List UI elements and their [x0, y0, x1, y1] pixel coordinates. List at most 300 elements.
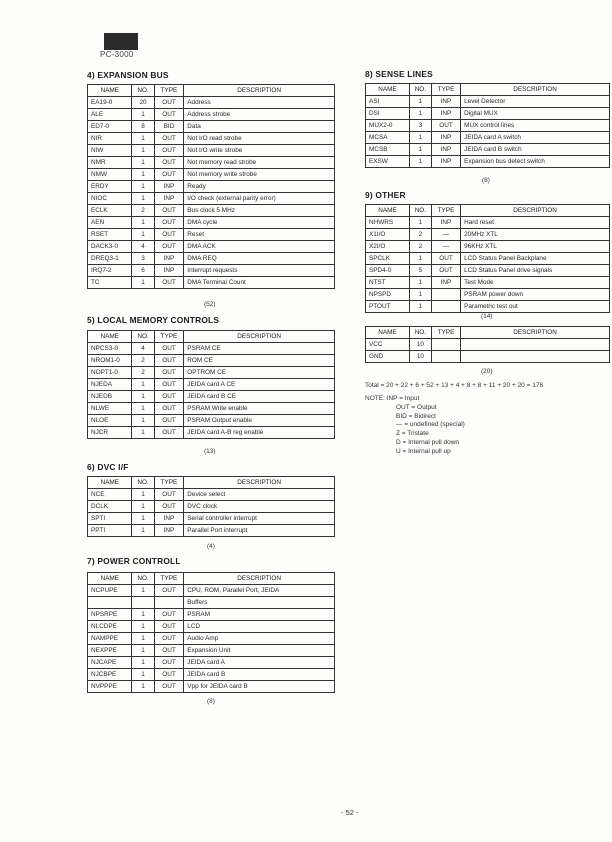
signal-name: DREQ3-1	[88, 253, 132, 265]
signal-count: 1	[132, 657, 154, 669]
signal-count: 3	[409, 120, 431, 132]
signal-count: 1	[409, 156, 431, 168]
table-row	[88, 229, 335, 241]
table-row	[88, 525, 335, 537]
signal-description	[461, 339, 610, 351]
signal-description: PSRAM Write enable	[184, 403, 335, 415]
signal-count: 1	[132, 513, 154, 525]
signal-description: Interrupt requests	[184, 265, 335, 277]
signal-count: 1	[132, 489, 154, 501]
section-title: 8) SENSE LINES	[365, 69, 433, 79]
signal-type: OUT	[154, 681, 184, 693]
signal-name: NJCAPE	[88, 657, 132, 669]
signal-type: OUT	[154, 157, 184, 169]
signal-count: 1	[132, 145, 154, 157]
table-row	[366, 241, 610, 253]
table-row	[88, 109, 335, 121]
table-row	[366, 289, 610, 301]
signal-type: INP	[431, 277, 460, 289]
power-pins-table	[365, 326, 610, 363]
table-header	[88, 85, 335, 97]
signal-type: OUT	[154, 403, 184, 415]
signal-name: NEXPPE	[88, 645, 132, 657]
column-header: DESCRIPTION	[184, 331, 335, 343]
table-header	[88, 331, 335, 343]
signal-name: X1I/O	[366, 229, 410, 241]
signal-description: Buffers	[184, 597, 335, 609]
signal-type: OUT	[154, 633, 184, 645]
table-row	[88, 355, 335, 367]
signal-name: EXSW	[366, 156, 410, 168]
signal-description: JEIDA card A-B reg enable	[184, 427, 335, 439]
signal-type: INP	[431, 144, 460, 156]
section-count: (20)	[481, 368, 493, 375]
signal-type: OUT	[154, 657, 184, 669]
signal-type: INP	[431, 96, 460, 108]
signal-name: NTST	[366, 277, 410, 289]
column-header: NO.	[409, 205, 431, 217]
signal-name: TC	[88, 277, 132, 289]
signal-type: OUT	[431, 253, 460, 265]
signal-name: SPTI	[88, 513, 132, 525]
signal-type: OUT	[154, 355, 184, 367]
signal-count: 1	[132, 645, 154, 657]
column-header: TYPE	[154, 477, 184, 489]
signal-type: OUT	[154, 217, 184, 229]
signal-name: NPCS3-0	[88, 343, 132, 355]
column-header: DESCRIPTION	[184, 85, 335, 97]
column-header: NAME	[88, 477, 132, 489]
column-header: NO.	[409, 84, 431, 96]
table-row	[88, 379, 335, 391]
signal-description: Vpp for JEIDA card B	[184, 681, 335, 693]
table-row	[366, 339, 610, 351]
signal-count: 10	[409, 339, 431, 351]
signal-name: MUX2-0	[366, 120, 410, 132]
signal-name: NPSRPE	[88, 609, 132, 621]
signal-count: 6	[132, 265, 154, 277]
signal-count: 1	[132, 669, 154, 681]
signal-count: 1	[409, 301, 431, 313]
signal-type: OUT	[154, 169, 184, 181]
signal-type	[431, 339, 460, 351]
column-header: NO.	[132, 477, 154, 489]
signal-name: NCE	[88, 489, 132, 501]
table-row	[366, 120, 610, 132]
notes	[365, 395, 465, 457]
column-header: NAME	[88, 85, 132, 97]
table-row	[366, 144, 610, 156]
signal-description: JEIDA card A switch	[461, 132, 610, 144]
signal-description: ROM CE	[184, 355, 335, 367]
section-count: (4)	[207, 543, 215, 550]
table-row	[88, 621, 335, 633]
table-row	[88, 133, 335, 145]
signal-type: INP	[154, 181, 184, 193]
table-row	[366, 156, 610, 168]
table-row	[366, 253, 610, 265]
signal-description: Parametric test out	[461, 301, 610, 313]
signal-description: Not I/O read strobe	[184, 133, 335, 145]
signal-name: PPTI	[88, 525, 132, 537]
signal-description: PSRAM Output enable	[184, 415, 335, 427]
signal-type: INP	[154, 265, 184, 277]
signal-count: 1	[132, 277, 154, 289]
total-line: Total = 20 + 22 + 6 + 52 + 13 + 4 + 8 + 8 + 11 + 20 + 20 = 176	[365, 382, 544, 389]
table-row	[88, 597, 335, 609]
signal-name: ALE	[88, 109, 132, 121]
signal-count: 1	[132, 229, 154, 241]
signal-count: 1	[409, 132, 431, 144]
signal-description: MUX control lines	[461, 120, 610, 132]
signal-description: Level Detector	[461, 96, 610, 108]
signal-type	[431, 289, 460, 301]
signal-count: 10	[409, 351, 431, 363]
signal-count: 2	[132, 355, 154, 367]
table-header	[366, 327, 610, 339]
signal-description: DVC clock	[184, 501, 335, 513]
signal-description: I/O check (external parity error)	[184, 193, 335, 205]
table-row	[88, 489, 335, 501]
signal-name: NROM1-0	[88, 355, 132, 367]
signal-count: 1	[132, 217, 154, 229]
signal-type: BID	[154, 121, 184, 133]
signal-name: SPCLK	[366, 253, 410, 265]
signal-count: 1	[132, 501, 154, 513]
column-header: NAME	[88, 331, 132, 343]
signal-type: OUT	[154, 621, 184, 633]
signal-count: 4	[132, 343, 154, 355]
table-row	[88, 97, 335, 109]
signal-description: 20MHz XTL	[461, 229, 610, 241]
table-row	[88, 501, 335, 513]
column-header: NO.	[409, 327, 431, 339]
note-line: U = Internal pull up	[396, 447, 451, 455]
signal-description: JEIDA card B	[184, 669, 335, 681]
signal-description: Data	[184, 121, 335, 133]
sense-lines-table	[365, 83, 610, 168]
signal-name: NJCBPE	[88, 669, 132, 681]
table-row	[366, 265, 610, 277]
signal-count: 1	[409, 217, 431, 229]
signal-count: 4	[132, 241, 154, 253]
signal-description: Bus clock 5 MHz	[184, 205, 335, 217]
signal-name: IRQ7-2	[88, 265, 132, 277]
signal-description: Digital MUX	[461, 108, 610, 120]
table-row	[88, 657, 335, 669]
signal-description: PSRAM	[184, 609, 335, 621]
column-header: NAME	[366, 84, 410, 96]
signal-name: X2I/O	[366, 241, 410, 253]
table-row	[366, 96, 610, 108]
table-row	[88, 645, 335, 657]
signal-type: INP	[154, 513, 184, 525]
table-header	[366, 84, 610, 96]
signal-type: INP	[431, 108, 460, 120]
signal-type: OUT	[154, 645, 184, 657]
signal-count: 1	[409, 96, 431, 108]
column-header: TYPE	[154, 573, 184, 585]
signal-type: OUT	[154, 585, 184, 597]
page-number: - 52 -	[341, 808, 359, 817]
signal-count: 1	[132, 621, 154, 633]
signal-name: EA19-0	[88, 97, 132, 109]
signal-description: Address	[184, 97, 335, 109]
signal-name: NMW	[88, 169, 132, 181]
signal-count: 2	[409, 241, 431, 253]
section-title: 9) OTHER	[365, 190, 406, 200]
signal-description: Parallel Port interrupt	[184, 525, 335, 537]
signal-name: NIR	[88, 133, 132, 145]
column-header: DESCRIPTION	[184, 477, 335, 489]
section-title: 5) LOCAL MEMORY CONTROLS	[87, 315, 220, 325]
table-row	[88, 157, 335, 169]
table-row	[88, 121, 335, 133]
local-memory-table	[87, 330, 335, 439]
table-row	[88, 585, 335, 597]
signal-count: 3	[132, 253, 154, 265]
section-count: (52)	[204, 301, 216, 308]
signal-description: PSRAM power down	[461, 289, 610, 301]
table-header	[366, 205, 610, 217]
expansion-bus-table	[87, 84, 335, 289]
table-header	[88, 477, 335, 489]
table-row	[88, 427, 335, 439]
signal-count: 2	[132, 367, 154, 379]
signal-type: INP	[154, 253, 184, 265]
section-title: 7) POWER CONTROLL	[87, 556, 181, 566]
signal-type: OUT	[154, 391, 184, 403]
signal-description: JEIDA card A	[184, 657, 335, 669]
signal-type: OUT	[154, 343, 184, 355]
column-header: DESCRIPTION	[461, 205, 610, 217]
signal-type: OUT	[154, 669, 184, 681]
signal-type: INP	[431, 217, 460, 229]
column-header: NO.	[132, 331, 154, 343]
signal-description: Not memory write strobe	[184, 169, 335, 181]
signal-type: OUT	[154, 145, 184, 157]
signal-description: DMA cycle	[184, 217, 335, 229]
column-header: TYPE	[431, 327, 460, 339]
table-row	[88, 145, 335, 157]
signal-type: INP	[154, 525, 184, 537]
signal-name	[88, 597, 132, 609]
signal-count: 1	[132, 157, 154, 169]
signal-type: OUT	[154, 609, 184, 621]
signal-count: 1	[409, 289, 431, 301]
note-line: — = undefined (special)	[396, 421, 465, 429]
section-count: (8)	[482, 177, 490, 184]
column-header: NO.	[132, 85, 154, 97]
signal-count: 1	[409, 253, 431, 265]
signal-name: NAMPPE	[88, 633, 132, 645]
signal-type	[154, 597, 184, 609]
signal-type: OUT	[154, 277, 184, 289]
signal-count: 1	[132, 403, 154, 415]
signal-name: NIW	[88, 145, 132, 157]
table-row	[88, 253, 335, 265]
column-header: TYPE	[431, 84, 460, 96]
table-row	[366, 277, 610, 289]
signal-name: NJEDB	[88, 391, 132, 403]
table-row	[88, 681, 335, 693]
signal-description: JEIDA card B CE	[184, 391, 335, 403]
signal-count: 1	[132, 169, 154, 181]
section-title: 6) DVC I/F	[87, 462, 129, 472]
signal-description: Audio Amp	[184, 633, 335, 645]
signal-name: NJEDA	[88, 379, 132, 391]
signal-count: 8	[132, 121, 154, 133]
signal-name: MCSA	[366, 132, 410, 144]
column-header: NAME	[366, 205, 410, 217]
signal-description: CPU, ROM, Parallel Port, JEIDA	[184, 585, 335, 597]
header-mark	[104, 33, 138, 50]
signal-type: —	[431, 229, 460, 241]
signal-name: DCLK	[88, 501, 132, 513]
signal-type: OUT	[154, 97, 184, 109]
signal-description: Address strobe	[184, 109, 335, 121]
table-row	[88, 609, 335, 621]
column-header: NO.	[132, 573, 154, 585]
signal-name: GND	[366, 351, 410, 363]
table-row	[88, 205, 335, 217]
signal-description	[461, 351, 610, 363]
signal-count	[132, 597, 154, 609]
signal-name: NJCR	[88, 427, 132, 439]
column-header: TYPE	[154, 85, 184, 97]
table-row	[88, 669, 335, 681]
table-row	[88, 403, 335, 415]
table-row	[366, 351, 610, 363]
signal-count: 1	[409, 144, 431, 156]
signal-count: 1	[132, 681, 154, 693]
signal-description: Not I/O write strobe	[184, 145, 335, 157]
signal-count: 1	[132, 427, 154, 439]
signal-count: 1	[132, 193, 154, 205]
table-header	[88, 573, 335, 585]
table-row	[366, 132, 610, 144]
signal-name: SPD4-0	[366, 265, 410, 277]
signal-description: Expansion Unit	[184, 645, 335, 657]
table-row	[88, 633, 335, 645]
signal-type: OUT	[154, 501, 184, 513]
header-model: PC-3000	[100, 50, 134, 59]
signal-name: PTOUT	[366, 301, 410, 313]
column-header: NAME	[366, 327, 410, 339]
signal-count: 1	[132, 609, 154, 621]
signal-name: NOPT1-0	[88, 367, 132, 379]
signal-description: JEIDA card A CE	[184, 379, 335, 391]
signal-name: NMR	[88, 157, 132, 169]
signal-type: INP	[154, 193, 184, 205]
signal-count: 1	[132, 525, 154, 537]
signal-name: NLOE	[88, 415, 132, 427]
table-row	[88, 217, 335, 229]
note-line: D = Internal pull down	[396, 438, 460, 446]
signal-count: 2	[132, 205, 154, 217]
signal-count: 1	[409, 277, 431, 289]
signal-type: OUT	[431, 120, 460, 132]
signal-count: 1	[132, 415, 154, 427]
table-row	[88, 415, 335, 427]
signal-description: JEIDA card B switch	[461, 144, 610, 156]
signal-count: 1	[132, 379, 154, 391]
signal-description: Reset	[184, 229, 335, 241]
signal-name: NIOC	[88, 193, 132, 205]
note-line: BID = Bidirect	[396, 412, 436, 420]
signal-name: MCSB	[366, 144, 410, 156]
note-line: NOTE: INP = Input	[365, 395, 420, 402]
signal-name: ASI	[366, 96, 410, 108]
signal-description: OPTROM CE	[184, 367, 335, 379]
signal-type: OUT	[154, 415, 184, 427]
column-header: TYPE	[431, 205, 460, 217]
signal-type: INP	[431, 156, 460, 168]
signal-type: OUT	[154, 205, 184, 217]
signal-type: OUT	[431, 265, 460, 277]
note-line: Z = Tristate	[396, 430, 429, 438]
signal-type: OUT	[154, 241, 184, 253]
signal-description: Hard reset	[461, 217, 610, 229]
table-row	[88, 193, 335, 205]
signal-type	[431, 301, 460, 313]
signal-name: NLCDPE	[88, 621, 132, 633]
signal-name: NVPPPE	[88, 681, 132, 693]
signal-name: NPSPD	[366, 289, 410, 301]
signal-count: 1	[132, 109, 154, 121]
signal-name: AEN	[88, 217, 132, 229]
section-count: (14)	[481, 313, 493, 320]
table-row	[88, 513, 335, 525]
table-row	[366, 301, 610, 313]
section-count: (13)	[204, 448, 216, 455]
signal-type: OUT	[154, 427, 184, 439]
signal-count: 1	[132, 585, 154, 597]
signal-description: Not memory read strobe	[184, 157, 335, 169]
column-header: TYPE	[154, 331, 184, 343]
signal-name: RSET	[88, 229, 132, 241]
signal-type: —	[431, 241, 460, 253]
power-control-table	[87, 572, 335, 693]
signal-type: INP	[431, 132, 460, 144]
signal-count: 2	[409, 229, 431, 241]
table-row	[366, 229, 610, 241]
signal-type	[431, 351, 460, 363]
signal-description: DMA REQ	[184, 253, 335, 265]
dvc-table	[87, 476, 335, 537]
signal-description: Serial controller interrupt	[184, 513, 335, 525]
signal-description: Device select	[184, 489, 335, 501]
signal-type: OUT	[154, 229, 184, 241]
signal-description: Test Mode	[461, 277, 610, 289]
table-row	[88, 181, 335, 193]
signal-type: OUT	[154, 379, 184, 391]
signal-count: 1	[132, 181, 154, 193]
table-row	[88, 367, 335, 379]
column-header: DESCRIPTION	[461, 327, 610, 339]
table-row	[88, 343, 335, 355]
signal-count: 1	[132, 133, 154, 145]
table-row	[88, 277, 335, 289]
signal-count: 20	[132, 97, 154, 109]
signal-description: PSRAM CE	[184, 343, 335, 355]
signal-description: DMA Terminal Count	[184, 277, 335, 289]
signal-name: ED7-0	[88, 121, 132, 133]
table-row	[88, 169, 335, 181]
signal-description: LCD	[184, 621, 335, 633]
signal-name: NHWRS	[366, 217, 410, 229]
signal-description: Ready	[184, 181, 335, 193]
